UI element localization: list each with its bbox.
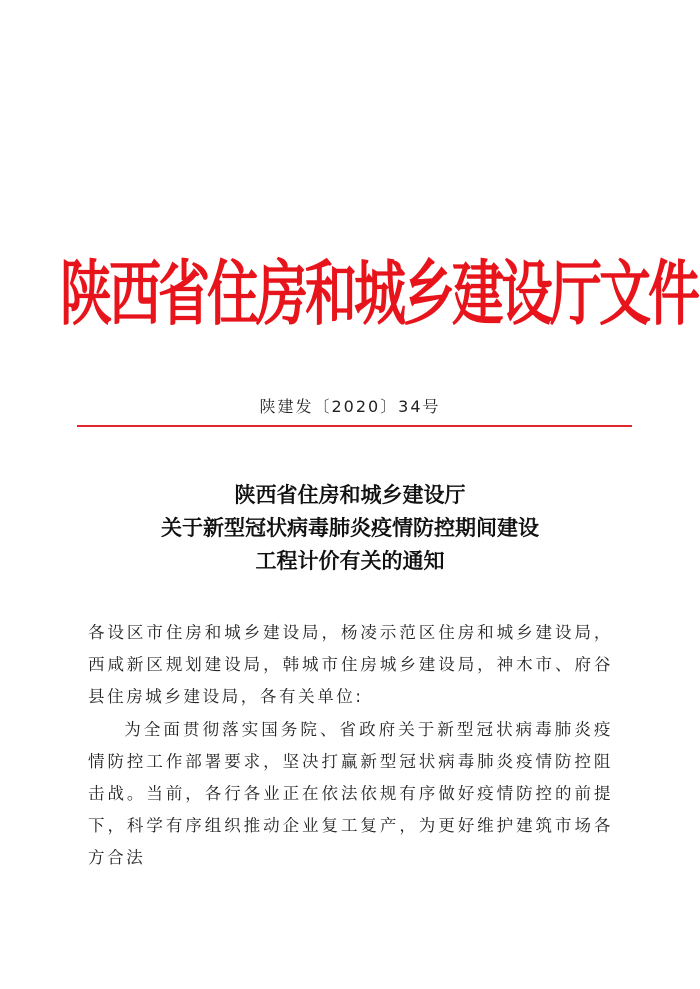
notice-body [88, 617, 613, 875]
title-line-1: 陕西省住房和城乡建设厅 [234, 482, 466, 507]
body-paragraph: 为全面贯彻落实国务院、省政府关于新型冠状病毒肺炎疫情防控工作部署要求，坚决打赢新型冠状病毒肺炎疫情防控阻击战。当前，各行各业正在依法依规有序做好疫情防控的前提下，科学有序组织推动企业复工复产，为更好维护建筑市场各方合法 [88, 719, 613, 868]
title-line-3: 工程计价有关的通知 [255, 548, 445, 573]
red-divider-line [77, 425, 632, 427]
notice-title [0, 478, 700, 577]
document-number: 陕建发〔2020〕34号 [259, 397, 441, 416]
addressees-paragraph: 各设区市住房和城乡建设局，杨凌示范区住房和城乡建设局，西咸新区规划建设局，韩城市住房城乡建设局，神木市、府谷县住房城乡建设局，各有关单位: [88, 623, 613, 707]
title-line-2: 关于新型冠状病毒肺炎疫情防控期间建设 [161, 515, 539, 540]
masthead-title: 陕西省住房和城乡建设厅文件 [60, 253, 698, 336]
